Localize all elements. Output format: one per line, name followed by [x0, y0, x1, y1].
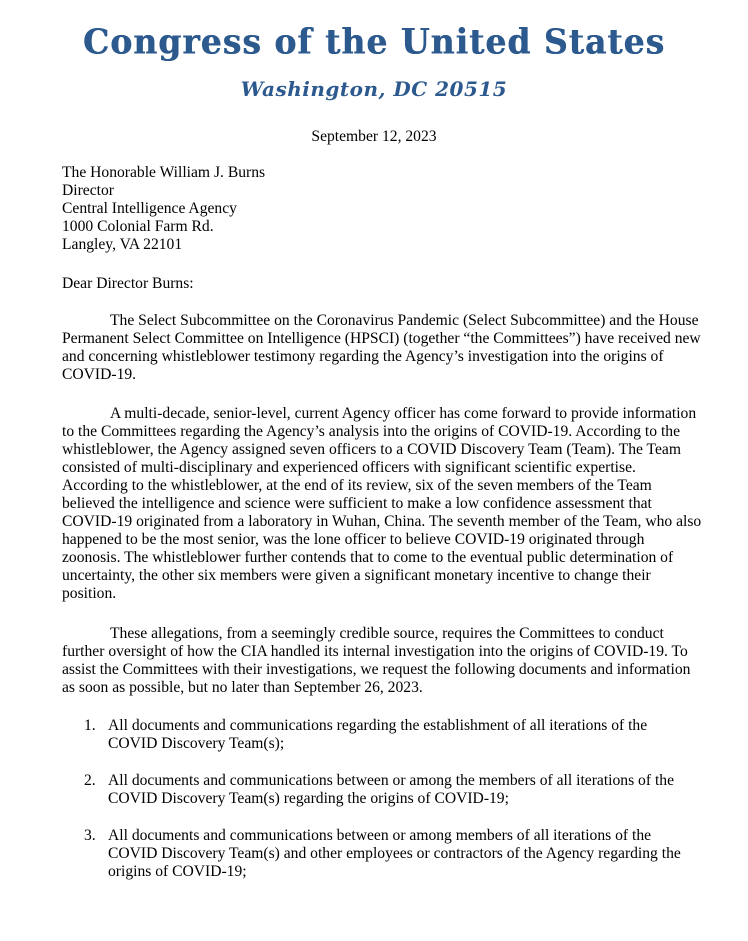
recipient-title: Director — [62, 182, 114, 199]
letter-date: September 12, 2023 — [311, 128, 437, 145]
list-text: All documents and communications between or among members of all iterations of the COVID Discovery Team(s) and other employees or contractors of the Agency regarding the origins of COVID-19; — [108, 827, 681, 880]
salutation: Dear Director Burns: — [62, 275, 194, 292]
list-number: 3. — [84, 827, 96, 844]
letterhead-address: Washington, DC 20515 — [240, 77, 508, 101]
paragraph-intro: The Select Subcommittee on the Coronavirus Pandemic (Select Subcommittee) and the House Permanent Select Committee on Intelligence (HPSCI) (together “the Committees”) have received new and concerning whistleblower testimony regarding the Agency’s investigation into the origins of COVID-19. — [62, 312, 701, 383]
recipient-name: The Honorable William J. Burns — [62, 164, 266, 181]
recipient-street: 1000 Colonial Farm Rd. — [62, 218, 214, 235]
paragraph-whistleblower: A multi-decade, senior-level, current Agency officer has come forward to provide information to the Committees regarding the Agency’s analysis into the origins of COVID-19. According to the whistleblower, the Agency assigned seven officers to a COVID Discovery Team (Team). The Team consisted of multi-disciplinary and experienced officers with significant scientific expertise. According to the whistleblower, at the end of its review, six of the seven members of the Team believed the intelligence and science were sufficient to make a low confidence assessment that COVID-19 originated from a laboratory in Wuhan, China. The seventh member of the Team, who also happened to be the most senior, was the lone officer to believe COVID-19 originated through zoonosis. The whistleblower further contends that to come to the eventual public determination of uncertainty, the other six members were given a significant monetary incentive to change their position. — [62, 405, 702, 602]
letterhead-title: Congress of the United States — [82, 21, 666, 62]
recipient-city: Langley, VA 22101 — [62, 236, 183, 253]
list-number: 2. — [84, 772, 96, 789]
list-text: All documents and communications regarding the establishment of all iterations of the COVID Discovery Team(s); — [108, 717, 648, 752]
recipient-agency: Central Intelligence Agency — [62, 200, 237, 217]
recipient-address — [62, 164, 702, 254]
list-text: All documents and communications between or among the members of all iterations of the COVID Discovery Team(s) regarding the origins of COVID-19; — [108, 772, 674, 807]
paragraph-request: These allegations, from a seemingly credible source, requires the Committees to conduct further oversight of how the CIA handled its internal investigation into the origins of COVID-19. To assist the Committees with their investigations, we request the following documents and information as soon as possible, but no later than September 26, 2023. — [62, 625, 691, 696]
list-number: 1. — [84, 717, 96, 734]
